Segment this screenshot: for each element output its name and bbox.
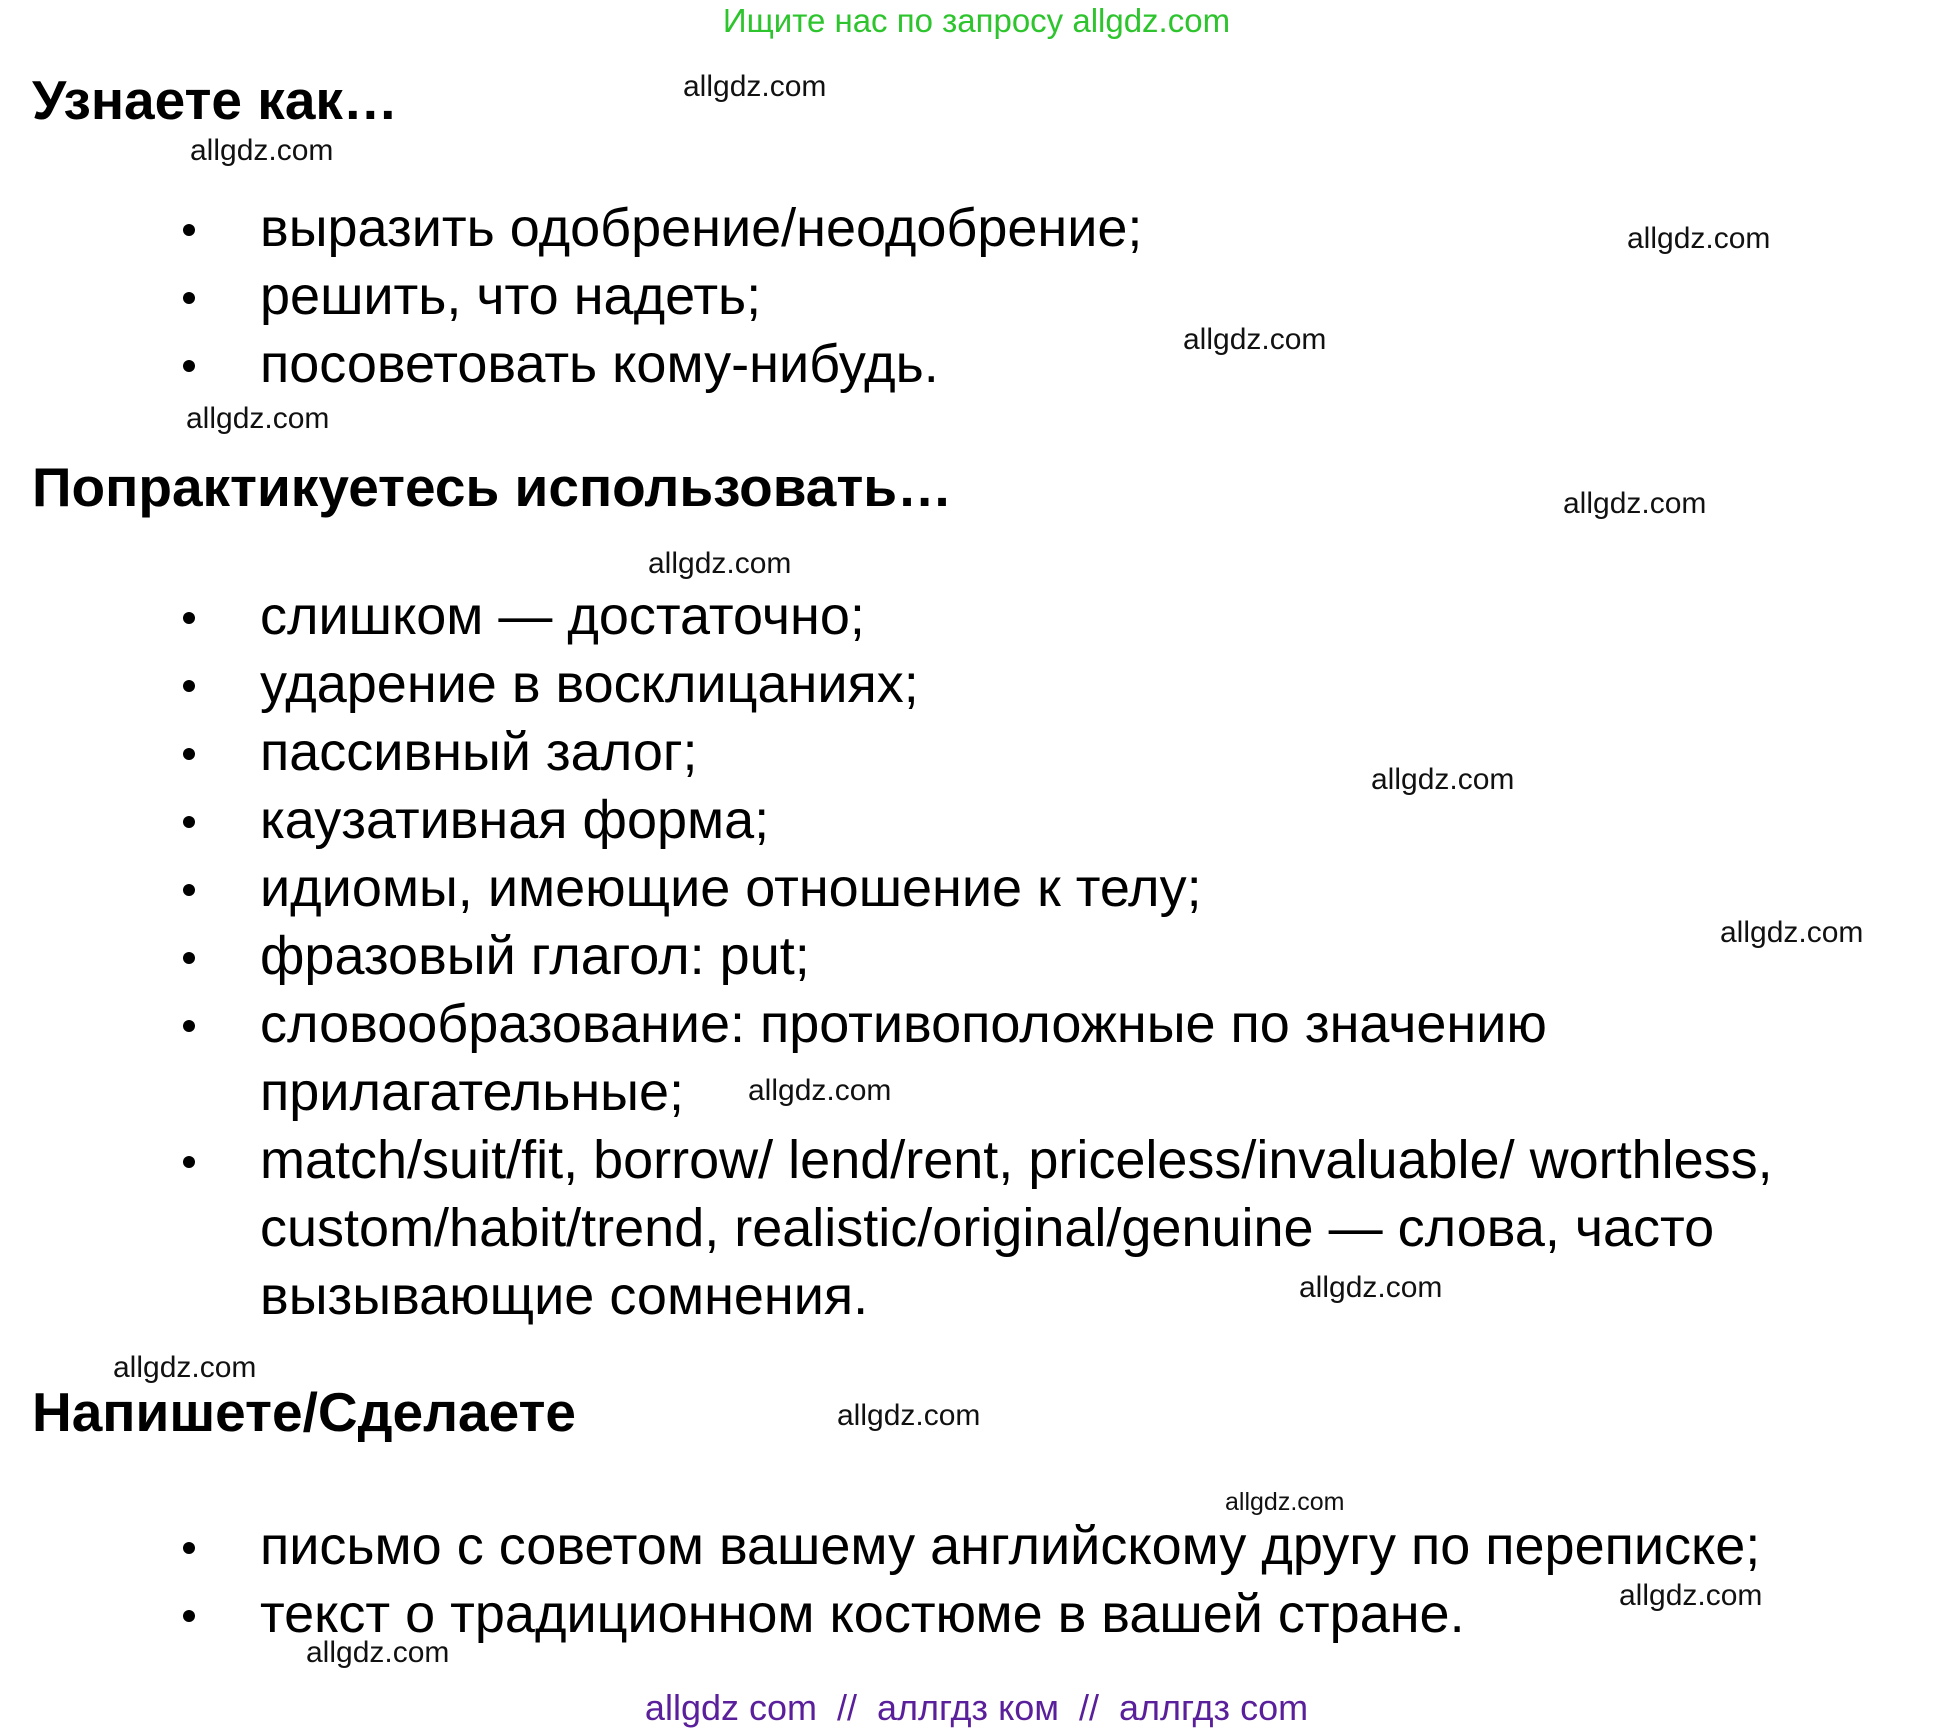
list-item-continuation — [0, 1194, 1773, 1262]
footer-watermark: allgdz com // аллгдз ком // аллгдз com — [644, 1687, 1309, 1728]
list-item-text: посоветовать кому-нибудь. — [260, 334, 939, 394]
watermark: allgdz.com — [1619, 1579, 1763, 1612]
bullet-icon — [183, 360, 195, 372]
bullet-icon — [183, 1020, 195, 1032]
list-item-text: match/suit/fit, borrow/ lend/rent, priceless/invaluable/ worthless, — [260, 1130, 1773, 1190]
list-item — [0, 330, 1142, 398]
list-item — [0, 650, 1773, 718]
list-item — [0, 262, 1142, 330]
watermark: allgdz.com — [190, 134, 334, 167]
watermark: allgdz.com — [683, 70, 827, 103]
bullet-icon — [183, 1156, 195, 1168]
bullet-icon — [183, 612, 195, 624]
list-item-text: ударение в восклицаниях; — [260, 654, 919, 714]
watermark: allgdz.com — [1720, 916, 1864, 949]
watermark: allgdz.com — [306, 1636, 450, 1669]
bullet-icon — [183, 1542, 195, 1554]
list-item-text: прилагательные; — [260, 1062, 685, 1122]
learn-list — [0, 194, 1142, 398]
list-item-text: фразовый глагол: put; — [260, 926, 810, 986]
list-item-text: каузативная форма; — [260, 790, 770, 850]
watermark: allgdz.com — [1563, 487, 1707, 520]
watermark: allgdz.com — [837, 1399, 981, 1432]
list-item-text: письмо с советом вашему английскому другу по переписке; — [260, 1516, 1761, 1576]
list-item — [0, 922, 1773, 990]
bullet-icon — [183, 884, 195, 896]
watermark: allgdz.com — [113, 1351, 257, 1384]
list-item-text: словообразование: противоположные по значению — [260, 994, 1547, 1054]
watermark: allgdz.com — [748, 1074, 892, 1107]
watermark: allgdz.com — [1183, 323, 1327, 356]
section-heading-practice: Попрактикуетесь использовать… — [32, 456, 953, 518]
bullet-icon — [183, 292, 195, 304]
list-item — [0, 194, 1142, 262]
list-item-text: идиомы, имеющие отношение к телу; — [260, 858, 1202, 918]
practice-list — [0, 582, 1773, 1330]
list-item-text: custom/habit/trend, realistic/original/genuine — слова, часто — [260, 1198, 1715, 1258]
bullet-icon — [183, 224, 195, 236]
write-list — [0, 1512, 1763, 1648]
list-item-text: слишком — достаточно; — [260, 586, 865, 646]
watermark: allgdz.com — [1299, 1271, 1443, 1304]
bullet-icon — [183, 748, 195, 760]
bullet-icon — [183, 1610, 195, 1622]
list-item — [0, 1126, 1773, 1194]
list-item — [0, 1579, 1763, 1648]
list-item-continuation — [0, 1262, 1773, 1330]
section-heading-write: Напишете/Сделаете — [32, 1381, 576, 1443]
bullet-icon — [183, 816, 195, 828]
top-banner: Ищите нас по запросу allgdz.com — [722, 2, 1231, 39]
list-item-text: выразить одобрение/неодобрение; — [260, 198, 1143, 258]
list-item — [0, 990, 1773, 1058]
watermark: allgdz.com — [1371, 763, 1515, 796]
watermark: allgdz.com — [1627, 222, 1771, 255]
list-item — [0, 1512, 1760, 1580]
list-item-text: вызывающие сомнения. — [260, 1266, 869, 1326]
bullet-icon — [183, 952, 195, 964]
list-item-text: пассивный залог; — [260, 722, 698, 782]
list-item — [0, 854, 1773, 922]
list-item-text: решить, что надеть; — [260, 266, 762, 326]
list-item — [0, 582, 1773, 650]
watermark: allgdz.com — [186, 402, 330, 435]
list-item-text: текст о традиционном костюме в вашей стране. — [260, 1584, 1465, 1644]
bullet-icon — [183, 680, 195, 692]
section-heading-learn: Узнаете как… — [32, 69, 398, 131]
watermark: allgdz.com — [648, 547, 792, 580]
watermark: allgdz.com — [1225, 1488, 1345, 1516]
